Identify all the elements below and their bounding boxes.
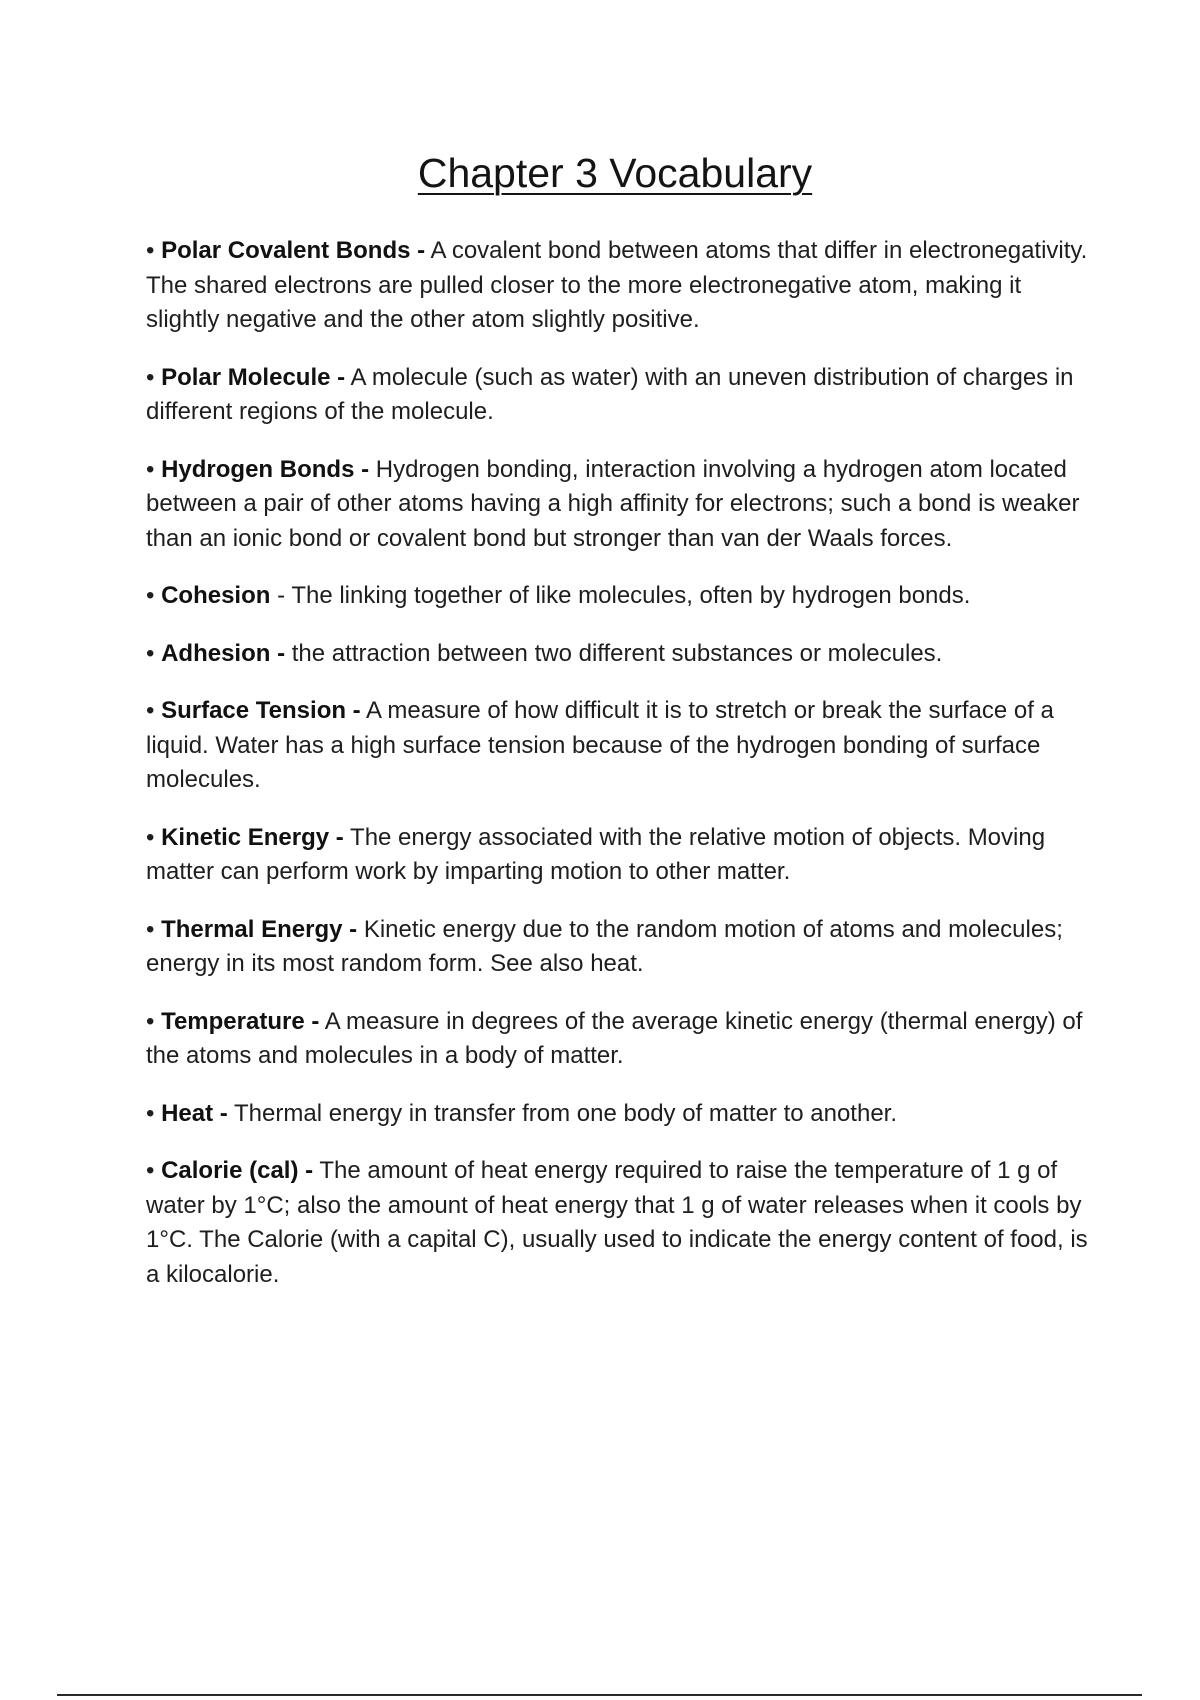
bullet: • [146,1099,155,1127]
list-item [146,361,1091,430]
page-title: Chapter 3 Vocabulary [417,150,813,196]
vocabulary-term: Polar Molecule - [161,363,346,391]
vocabulary-term: Hydrogen Bonds - [161,455,370,483]
list-item [146,453,1091,557]
bullet: • [146,697,155,724]
vocabulary-term: Adhesion - [161,639,286,667]
vocabulary-term: Polar Covalent Bonds - [161,237,426,264]
vocabulary-definition: A measure of how difficult it is to stretch or break the surface of a liquid. Water has a high surface tension because of the hydrogen bonding of surface molecules. [146,697,1054,793]
vocabulary-definition: A molecule (such as water) with an uneven distribution of charges in different regions of the molecule. [146,363,1074,425]
list-item [146,913,1091,982]
bullet: • [146,237,155,264]
vocabulary-definition: A measure in degrees of the average kinetic energy (thermal energy) of the atoms and molecules in a body of matter. [146,1007,1083,1069]
bullet: • [146,1157,155,1184]
vocabulary-term: Temperature - [161,1007,320,1035]
bullet: • [146,582,155,609]
vocabulary-definition: the attraction between two different substances or molecules. [291,639,943,667]
vocabulary-definition: The amount of heat energy required to raise the temperature of 1 g of water by 1°C; also the amount of heat energy that 1 g of water releases when it cools by 1°C. The Calorie (with a capital C), usually used to indicate the energy content of food, is a kilocalorie. [146,1157,1088,1288]
vocabulary-definition: A covalent bond between atoms that differ in electronegativity. The shared electrons are pulled closer to the more electronegative atom, making it slightly negative and the other atom slightly positive. [146,237,1088,333]
vocabulary-definition: - The linking together of like molecules, often by hydrogen bonds. [277,582,971,609]
vocabulary-term: Cohesion [161,582,271,609]
list-item [146,234,1091,338]
vocabulary-term: Calorie (cal) - [161,1157,314,1184]
vocabulary-definition: Hydrogen bonding, interaction involving a hydrogen atom located between a pair of other atoms having a high affinity for electrons; such a bond is weaker than an ionic bond or covalent bond but stronger than van der Waals forces. [146,455,1080,552]
bullet: • [146,455,155,483]
list-item [146,1154,1091,1292]
list-item [146,579,1091,614]
vocabulary-term: Thermal Energy - [161,915,358,943]
list-item [146,637,1091,672]
vocabulary-term: Heat - [161,1099,228,1127]
vocabulary-term: Surface Tension - [161,697,361,724]
list-item [146,1097,1091,1132]
list-item [146,1005,1091,1074]
bullet: • [146,639,155,667]
bottom-divider [57,1694,1142,1696]
vocabulary-definition: The energy associated with the relative motion of objects. Moving matter can perform work by imparting motion to other matter. [146,823,1046,885]
list-item [146,694,1091,798]
bullet: • [146,823,155,851]
list-item [146,821,1091,890]
bullet: • [146,363,155,391]
vocabulary-definition: Kinetic energy due to the random motion of atoms and molecules; energy in its most random form. See also heat. [146,915,1063,977]
bullet: • [146,915,155,943]
vocabulary-definition: Thermal energy in transfer from one body of matter to another. [234,1099,897,1127]
vocabulary-term: Kinetic Energy - [161,823,344,851]
vocabulary-list [146,234,1091,1315]
bullet: • [146,1007,155,1035]
